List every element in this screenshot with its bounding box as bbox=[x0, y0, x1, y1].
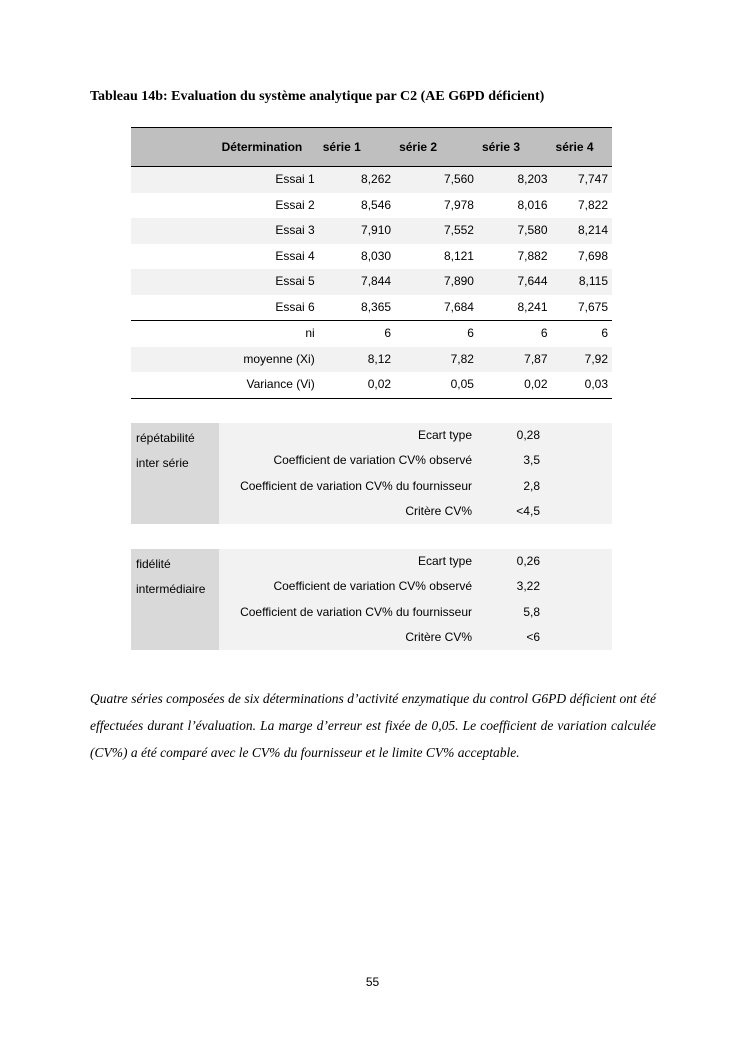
stat-row bbox=[219, 499, 612, 524]
row-label: Essai 5 bbox=[218, 269, 319, 295]
stat-name: Coefficient de variation CV% observé bbox=[273, 579, 472, 594]
cell: 7,560 bbox=[395, 167, 478, 193]
cell: 8,365 bbox=[361, 299, 392, 314]
header-serie-3: série 3 bbox=[478, 128, 552, 167]
label-line: répétabilité bbox=[136, 431, 195, 445]
label-line: intermédiaire bbox=[136, 582, 206, 596]
stat-name: Ecart type bbox=[417, 554, 472, 568]
cell: 7,910 bbox=[319, 218, 395, 244]
cell: 8,12 bbox=[319, 347, 395, 373]
cell: 7,698 bbox=[577, 248, 608, 263]
cell: 8,121 bbox=[443, 248, 474, 263]
cell: 8,016 bbox=[517, 197, 548, 212]
cell: 7,822 bbox=[577, 197, 608, 212]
cell: 7,552 bbox=[395, 218, 478, 244]
cell: 8,203 bbox=[478, 167, 552, 193]
stat-row bbox=[219, 574, 612, 599]
row-label: Essai 2 bbox=[275, 197, 315, 212]
row-label: Essai 6 bbox=[275, 299, 315, 314]
stat-value: 0,26 bbox=[516, 554, 540, 568]
stat-name: Coefficient de variation CV% du fournisseur bbox=[240, 478, 472, 493]
table-row bbox=[131, 193, 612, 219]
fidelite-block bbox=[131, 549, 612, 650]
summary-label: ni bbox=[218, 321, 319, 347]
header-serie-4: série 4 bbox=[552, 128, 612, 167]
results-table bbox=[131, 127, 612, 399]
cell: 6 bbox=[319, 321, 395, 347]
cell: 8,241 bbox=[517, 299, 548, 314]
header-empty bbox=[131, 128, 218, 167]
cell: 7,882 bbox=[517, 248, 548, 263]
fidelite-values bbox=[219, 549, 612, 650]
cell: 8,214 bbox=[552, 218, 612, 244]
stat-row bbox=[219, 549, 612, 574]
label-line: fidélité bbox=[136, 557, 171, 571]
stat-value: 3,22 bbox=[516, 579, 540, 594]
cell: 7,644 bbox=[478, 269, 552, 295]
cell: 0,05 bbox=[395, 372, 478, 398]
table-row bbox=[131, 244, 612, 270]
label-line: inter série bbox=[136, 456, 189, 470]
stat-value: 2,8 bbox=[523, 478, 540, 493]
table-row bbox=[131, 218, 612, 244]
summary-row bbox=[131, 372, 612, 398]
stat-value: 3,5 bbox=[523, 453, 540, 468]
table-caption: Tableau 14b: Evaluation du système analytique par C2 (AE G6PD déficient) bbox=[90, 89, 545, 104]
cell: 7,82 bbox=[395, 347, 478, 373]
table-row bbox=[131, 269, 612, 295]
row-label: Essai 3 bbox=[218, 218, 319, 244]
cell: 0,03 bbox=[552, 372, 612, 398]
stat-row bbox=[219, 448, 612, 473]
table-header-row bbox=[131, 128, 612, 167]
summary-row bbox=[131, 321, 612, 347]
stat-name: Critère CV% bbox=[405, 503, 472, 518]
cell: 7,675 bbox=[577, 299, 608, 314]
cell: 6 bbox=[478, 321, 552, 347]
cell: 6 bbox=[395, 321, 478, 347]
cell: 8,115 bbox=[552, 269, 612, 295]
summary-label: moyenne (Xi) bbox=[218, 347, 319, 373]
cell: 7,844 bbox=[319, 269, 395, 295]
repetabilite-label bbox=[131, 423, 219, 524]
stat-row bbox=[219, 423, 612, 448]
stat-value: 0,28 bbox=[516, 428, 540, 442]
cell: 7,580 bbox=[478, 218, 552, 244]
table-row bbox=[131, 167, 612, 193]
stat-name: Coefficient de variation CV% du fournisseur bbox=[240, 604, 472, 619]
cell: 6 bbox=[552, 321, 612, 347]
repetabilite-block bbox=[131, 423, 612, 524]
stat-name: Coefficient de variation CV% observé bbox=[273, 453, 472, 468]
table-row bbox=[131, 295, 612, 321]
row-label: Essai 1 bbox=[218, 167, 319, 193]
stat-value: 5,8 bbox=[523, 604, 540, 619]
cell: 7,890 bbox=[395, 269, 478, 295]
cell: 7,684 bbox=[443, 299, 474, 314]
cell: 7,87 bbox=[478, 347, 552, 373]
page-number: 55 bbox=[365, 975, 380, 989]
cell: 0,02 bbox=[319, 372, 395, 398]
description-paragraph: Quatre séries composées de six déterminations d’activité enzymatique du control G6PD déficient ont été effectuées durant l’évaluation. La marge d’erreur est fixée de 0,05. Le coefficient de variation calculée (CV%) a été comparé avec le CV% du fournisseur et le limite CV% acceptable. bbox=[90, 691, 656, 760]
fidelite-label bbox=[131, 549, 219, 650]
cell: 0,02 bbox=[478, 372, 552, 398]
stat-name: Ecart type bbox=[417, 428, 472, 442]
header-serie-2: série 2 bbox=[395, 128, 478, 167]
summary-label: Variance (Vi) bbox=[218, 372, 319, 398]
cell: 8,262 bbox=[319, 167, 395, 193]
cell: 8,546 bbox=[361, 197, 392, 212]
header-serie-1: série 1 bbox=[319, 128, 395, 167]
header-determination: Détermination bbox=[218, 128, 319, 167]
stat-row bbox=[219, 625, 612, 650]
cell: 8,030 bbox=[361, 248, 392, 263]
cell: 7,747 bbox=[552, 167, 612, 193]
row-label: Essai 4 bbox=[275, 248, 315, 263]
cell: 7,978 bbox=[443, 197, 474, 212]
stat-row bbox=[219, 600, 612, 625]
stat-name: Critère CV% bbox=[405, 629, 472, 644]
stat-value: <4,5 bbox=[516, 503, 540, 518]
summary-row bbox=[131, 347, 612, 373]
stat-value: <6 bbox=[526, 629, 540, 644]
stat-row bbox=[219, 474, 612, 499]
repetabilite-values bbox=[219, 423, 612, 524]
cell: 7,92 bbox=[552, 347, 612, 373]
